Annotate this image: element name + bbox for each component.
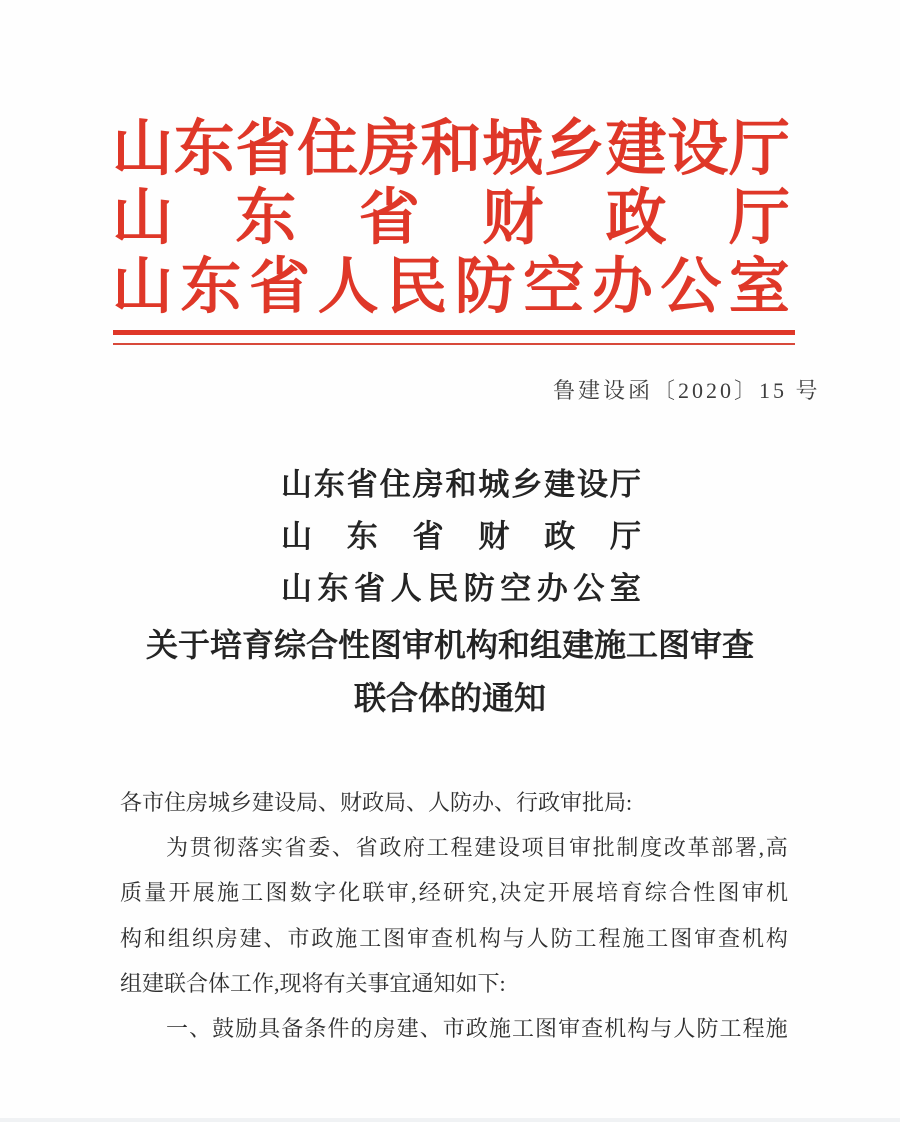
letterhead-line: 山 东 省 人 民 防 空 办 公 室 — [112, 254, 790, 321]
page-bottom-edge — [0, 1118, 900, 1122]
title-org-line: 山 东 省 财 政 厅 — [281, 519, 641, 554]
title-subject-block — [0, 619, 900, 725]
body-line: 构 和 组 织 房 建 、 市 政 施 工 图 审 查 机 构 与 人 防 工 程 施 工 图 审 查 机 构 — [120, 925, 788, 951]
salutation: 各市住房城乡建设局、财政局、人防办、行政审批局: — [120, 790, 633, 815]
paragraph-lines — [120, 825, 788, 1051]
letterhead-line: 山 东 省 财 政 厅 — [112, 185, 790, 252]
letterhead-line: 山 东 省 住 房 和 城 乡 建 设 厅 — [112, 116, 790, 183]
body-line: 质 量 开 展 施 工 图 数 字 化 联 审 , 经 研 究 , 决 定 开 展 培 育 综 合 性 图 审 机 — [120, 880, 788, 906]
letterhead-rule-thick — [113, 330, 795, 335]
title-org-line: 山 东 省 人 民 防 空 办 公 室 — [281, 571, 641, 606]
letterhead — [112, 115, 790, 322]
body-text — [120, 780, 788, 1051]
body-line: 一 、 鼓 励 具 备 条 件 的 房 建 、 市 政 施 工 图 审 查 机 构 与 人 防 工 程 施 — [166, 1015, 788, 1041]
title-org-block — [281, 459, 641, 615]
title-subject-line: 关于培育综合性图审机构和组建施工图审查 — [145, 627, 754, 663]
doc-number: 鲁建设函〔2020〕15 号 — [553, 378, 821, 403]
title-subject-line: 联合体的通知 — [353, 680, 546, 716]
letterhead-rule-thin — [113, 343, 795, 345]
title-org-line: 山 东 省 住 房 和 城 乡 建 设 厅 — [281, 467, 641, 502]
body-line: 为 贯 彻 落 实 省 委 、 省 政 府 工 程 建 设 项 目 审 批 制 度 改 革 部 署 , 高 — [166, 835, 788, 861]
body-line: 组建联合体工作,现将有关事宜通知如下: — [120, 970, 506, 996]
